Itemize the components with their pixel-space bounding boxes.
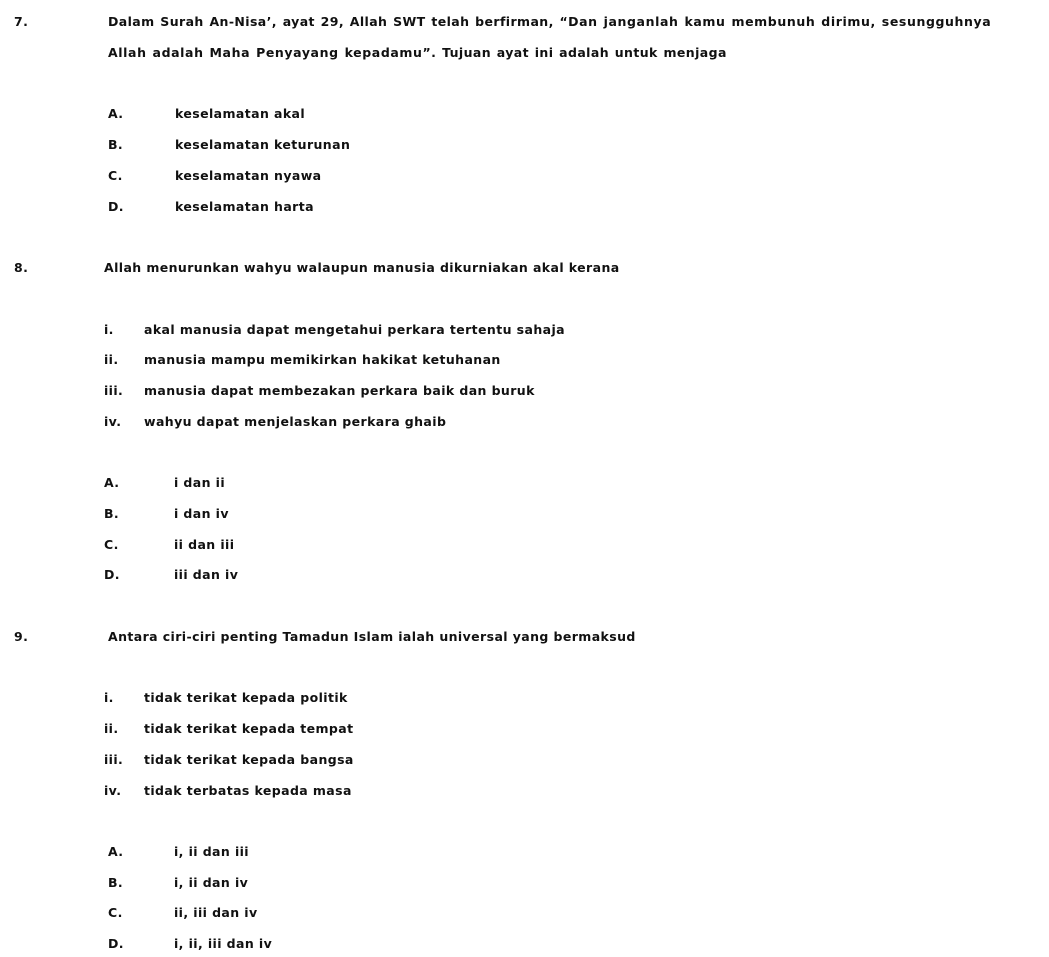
question-stem xyxy=(108,6,1023,68)
question-number: 8. xyxy=(14,260,29,275)
option-text: keselamatan nyawa xyxy=(175,168,322,183)
statement-text: tidak terbatas kepada masa xyxy=(144,783,352,798)
statement-roman: i. xyxy=(104,322,114,337)
option-letter: C. xyxy=(108,168,123,183)
statement-roman: ii. xyxy=(104,721,119,736)
option-text: i dan iv xyxy=(174,506,229,521)
question-stem: Antara ciri-ciri penting Tamadun Islam ialah universal yang bermaksud xyxy=(108,629,636,644)
statement-text: tidak terikat kepada tempat xyxy=(144,721,354,736)
statement-roman: iii. xyxy=(104,383,124,398)
statement-text: tidak terikat kepada bangsa xyxy=(144,752,354,767)
option-letter: B. xyxy=(108,137,124,152)
stem-end: ”. Tujuan ayat ini adalah untuk menjaga xyxy=(422,45,727,60)
option-text: iii dan iv xyxy=(174,567,239,582)
option-text: i, ii dan iii xyxy=(174,844,249,859)
option-letter: D. xyxy=(108,199,124,214)
question-number: 9. xyxy=(14,629,29,644)
option-letter: D. xyxy=(104,567,120,582)
option-letter: B. xyxy=(104,506,120,521)
question-stem: Allah menurunkan wahyu walaupun manusia dikurniakan akal kerana xyxy=(104,260,620,275)
option-text: keselamatan akal xyxy=(175,106,306,121)
option-letter: D. xyxy=(108,936,124,951)
option-text: i dan ii xyxy=(174,475,226,490)
stem-intro: Dalam Surah An-Nisa’, ayat 29, Allah SWT telah berfirman, “ xyxy=(108,14,569,29)
option-letter: C. xyxy=(108,905,123,920)
option-text: keselamatan keturunan xyxy=(175,137,351,152)
question-number: 7. xyxy=(14,14,29,29)
option-letter: A. xyxy=(108,844,124,859)
option-letter: A. xyxy=(108,106,124,121)
statement-roman: i. xyxy=(104,690,114,705)
option-letter: B. xyxy=(108,875,124,890)
option-letter: A. xyxy=(104,475,120,490)
stem-quote: Dan janganlah kamu membunuh dirimu, sesungguhnya Allah adalah Maha Penyayang kepadamu xyxy=(108,14,992,60)
statement-roman: iv. xyxy=(104,414,122,429)
option-text: keselamatan harta xyxy=(175,199,314,214)
statement-roman: iv. xyxy=(104,783,122,798)
statement-text: tidak terikat kepada politik xyxy=(144,690,348,705)
statement-text: akal manusia dapat mengetahui perkara tertentu sahaja xyxy=(144,322,565,337)
statement-roman: ii. xyxy=(104,352,119,367)
statement-text: manusia mampu memikirkan hakikat ketuhanan xyxy=(144,352,501,367)
option-text: i, ii, iii dan iv xyxy=(174,936,273,951)
option-text: ii, iii dan iv xyxy=(174,905,258,920)
statement-roman: iii. xyxy=(104,752,124,767)
option-text: i, ii dan iv xyxy=(174,875,249,890)
option-text: ii dan iii xyxy=(174,537,235,552)
option-letter: C. xyxy=(104,537,119,552)
statement-text: manusia dapat membezakan perkara baik dan buruk xyxy=(144,383,535,398)
statement-text: wahyu dapat menjelaskan perkara ghaib xyxy=(144,414,447,429)
